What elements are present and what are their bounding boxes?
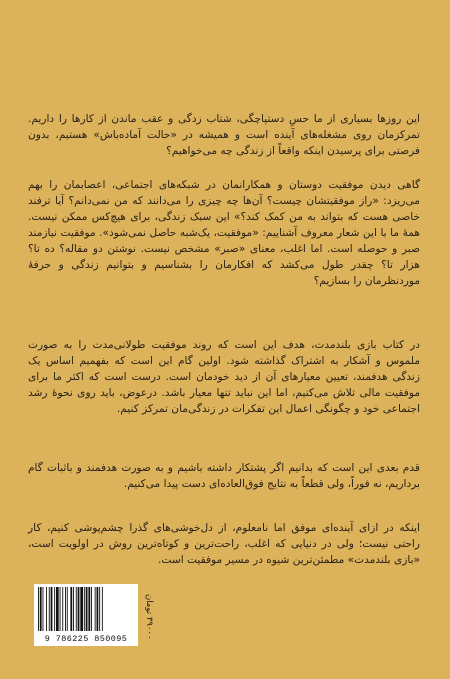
paragraph-3-text: در کتاب بازی بلندمدت، هدف این است که روند موفقیت طولانی‌مدت را به صورت ملموس و آشکار به اشتراک گذاشته شود. اولین گام این است که بفهمیم اساس یک زندگی هدفمند، تعیین معیارهای آن از دید خودمان است. درست است که اکثر ما برای موفقیت مالی تلاش می‌کنیم، اما این نباید تنها معیار باشد. درعوض، باید روی نحوهٔ رشد اجتماعی خود و چگونگی اعمال این تفکرات در زندگی‌مان تمرکز کنیم. [28, 339, 420, 415]
paragraph-1-text: این روزها بسیاری از ما حسِ دستپاچگی، شتاب زدگی و عقب ماندن از کارها را داریم. تمرکزمان روی مشغله‌های آینده است و همیشه در «حالت آماده‌باش» هستیم، بدون فرصتی برای پرسیدن اینکه واقعاً از زندگی چه می‌خواهیم؟ [28, 113, 420, 157]
paragraph-5 [28, 520, 420, 568]
paragraph-3 [28, 337, 420, 417]
paragraph-1 [28, 111, 420, 159]
barcode-number: 9 786225 850095 [44, 634, 128, 644]
paragraph-2 [28, 177, 420, 289]
paragraph-4-text: قدم بعدی این است که بدانیم اگر پشتکار داشته باشیم و به صورت هدفمند و باثبات گام برداریم، نه فوراً، ولی قطعاً به نتایج فوق‌العاده‌ای دست پیدا می‌کنیم. [28, 462, 420, 490]
paragraph-2-text: گاهی دیدن موفقیت دوستان و همکارانمان در شبکه‌های اجتماعی، اعصابمان را بهم می‌ریزد: «راز موفقیتشان چیست؟ آن‌ها چه چیزی را می‌دانند که من نمی‌دانم؟ آیا ترفند خاصی هست که بتواند به من کمک کند؟» این سبک زندگی، برای هیچ‌کس ممکن نیست. همهٔ ما با این شعار معروف آشناییم: «موفقیت، یک‌شبه حاصل نمی‌شود». موفقیت نیازمند صبر و حوصله است. اما اغلب، معنای «صبر» مشخص نیست. نوشتن دو مقاله؟ ده تا؟ هزار تا؟ چقدر طول می‌کشد که افکارمان را بشناسیم و بتوانیم زندگی و حرفهٔ موردنظرمان را بسازیم؟ [28, 179, 420, 287]
paragraph-5-text: اینکه در ازای آینده‌ای موفق اما نامعلوم، از دل‌خوشی‌های گذرا چشم‌پوشی کنیم، کار راحتی نیست؛ ولی در دنیایی که اغلب، راحت‌ترین و کوتاه‌ترین روش در اولویت است، «بازی بلندمدت» مطمئن‌ترین شیوه در مسیر موفقیت است. [28, 522, 420, 566]
barcode [34, 584, 138, 646]
barcode-bars [38, 587, 134, 631]
price-label: ۳۹۰۰۰ تومان [144, 594, 154, 640]
paragraph-4 [28, 460, 420, 492]
